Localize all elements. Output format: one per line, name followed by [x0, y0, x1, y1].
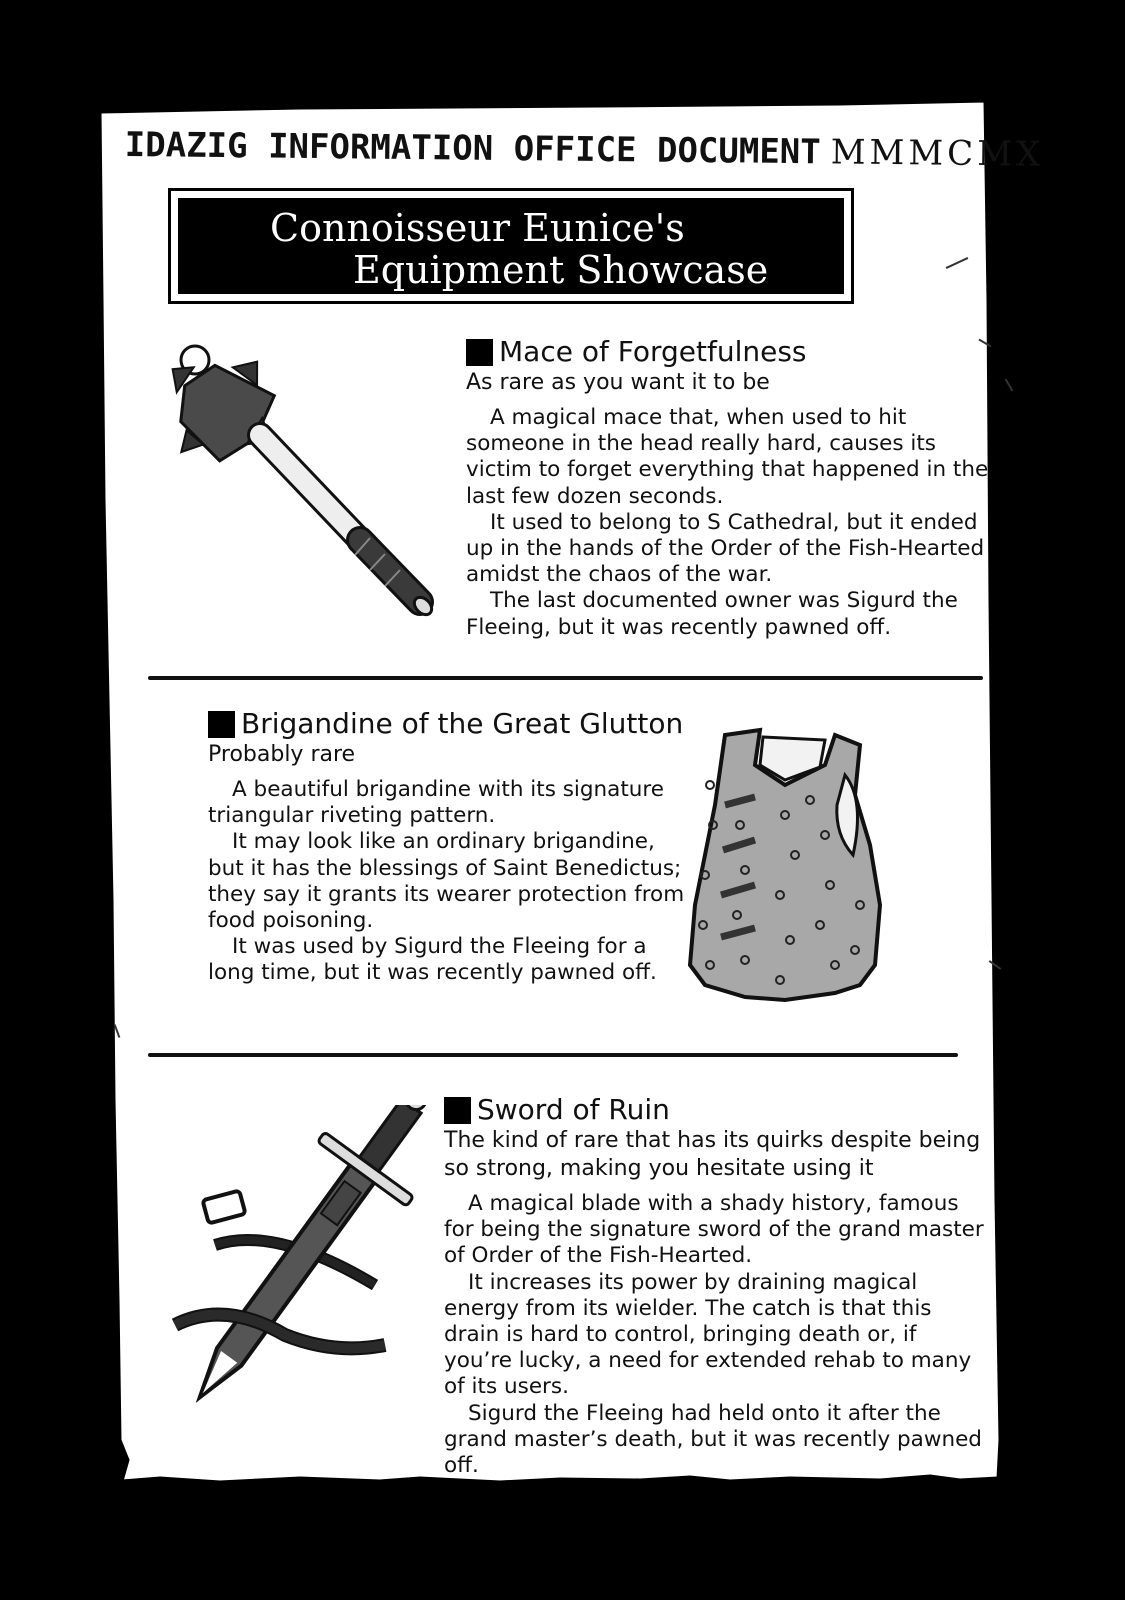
item-paragraph: It increases its power by draining magical energy from its wielder. The catch is that this drain is hard to control, bringing death or, if you’re lucky, a need for extended rehab to many of its users.	[444, 1269, 972, 1400]
item-brigandine	[208, 707, 688, 987]
item-mace	[466, 335, 996, 641]
item-name: Brigandine of the Great Glutton	[241, 707, 684, 740]
sword-illustration	[135, 1105, 435, 1455]
banner-line-2: Equipment Showcase	[353, 248, 769, 292]
item-rarity: Probably rare	[208, 742, 356, 767]
item-paragraph: Sigurd the Fleeing had held onto it after the grand master’s death, but it was recently pawned off.	[444, 1400, 982, 1479]
item-sword	[444, 1093, 984, 1479]
bullet-square-icon	[444, 1097, 471, 1124]
section-divider	[148, 1053, 958, 1057]
item-paragraph: The last documented owner was Sigurd the Fleeing, but it was recently pawned off.	[466, 588, 958, 640]
document-number: MMMCMX	[830, 132, 1045, 175]
item-paragraph: It was used by Sigurd the Fleeing for a long time, but it was recently pawned off.	[208, 934, 657, 986]
item-paragraph: It may look like an ordinary brigandine, but it has the blessings of Saint Benedictus; they say it grants its wearer protection from food poisoning.	[208, 829, 685, 934]
item-rarity: The kind of rare that has its quirks despite being so strong, making you hesitate using it	[444, 1128, 981, 1181]
document-title: IDAZIG INFORMATION OFFICE DOCUMENT	[124, 125, 821, 173]
item-heading	[208, 707, 688, 741]
item-rarity: As rare as you want it to be	[466, 370, 770, 395]
item-name: Mace of Forgetfulness	[499, 335, 807, 368]
item-paragraph: A beautiful brigandine with its signature triangular riveting pattern.	[208, 777, 665, 829]
bullet-square-icon	[466, 339, 493, 366]
item-paragraph: A magical blade with a shady history, famous for being the signature sword of the grand master of Order of the Fish-Hearted.	[444, 1191, 984, 1269]
item-paragraph: A magical mace that, when used to hit someone in the head really hard, causes its victim to forget everything that happened in the last few dozen seconds.	[466, 405, 989, 509]
item-paragraph: It used to belong to S Cathedral, but it ended up in the hands of the Order of the Fish-Hearted amidst the chaos of the war.	[466, 509, 985, 588]
brigandine-illustration	[685, 725, 895, 1025]
item-heading	[444, 1093, 984, 1127]
item-heading	[466, 335, 996, 369]
title-banner	[168, 188, 854, 304]
item-name: Sword of Ruin	[477, 1093, 670, 1126]
section-divider	[148, 676, 983, 680]
bullet-square-icon	[208, 711, 235, 738]
mace-illustration	[165, 340, 455, 630]
banner-line-1: Connoisseur Eunice's	[270, 206, 685, 250]
